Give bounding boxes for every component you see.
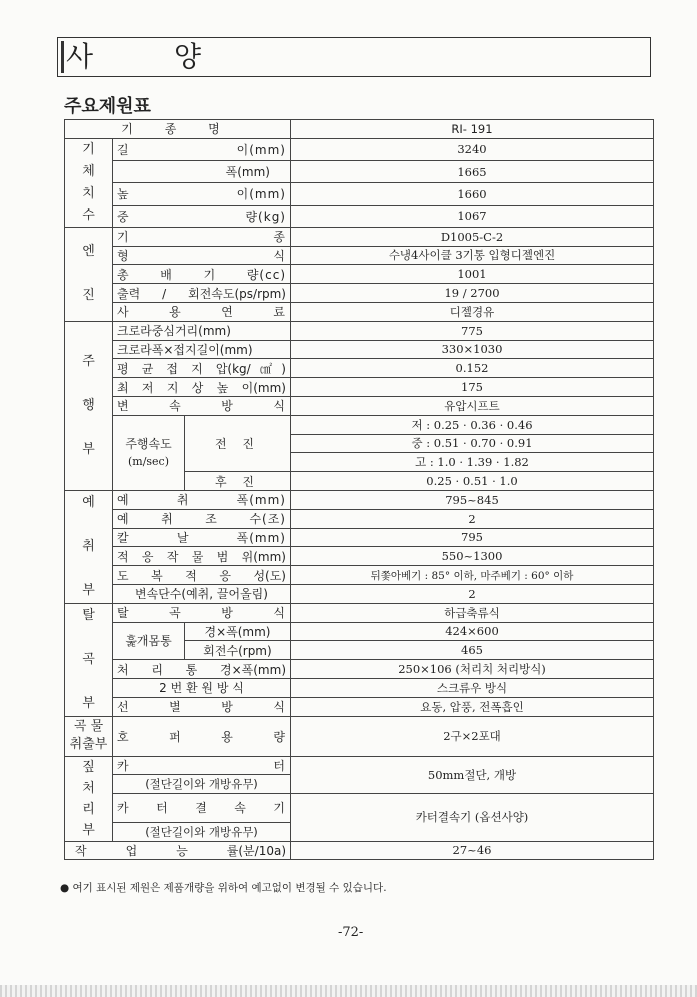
row-value: 하급축류식 — [291, 603, 654, 622]
row-sublabel: (절단길이와 개방유무) — [113, 822, 291, 841]
row-label: 최 저 지 상 높 이(mm) — [113, 378, 291, 397]
row-value: 디젤경유 — [291, 302, 654, 321]
table-row — [65, 284, 654, 303]
row-label: 사 용 연 료 — [113, 302, 291, 321]
row-value: 2 — [291, 509, 654, 528]
page-number: -72- — [338, 925, 364, 940]
row-value: 2 — [291, 584, 654, 603]
row-value: 카터결속기 (옵션사양) — [291, 794, 654, 841]
row-label: 회전수(rpm) — [185, 641, 291, 660]
row-value: 1660 — [291, 183, 654, 205]
table-row — [65, 756, 654, 775]
row-value: 550~1300 — [291, 547, 654, 566]
forward-high: 고 : 1.0 · 1.39 · 1.82 — [291, 453, 654, 472]
drum-label: 훑개몸통 — [113, 622, 185, 660]
section-title-box — [57, 37, 651, 77]
row-label: 기 종 — [113, 227, 291, 246]
row-value: 2구×2포대 — [291, 716, 654, 756]
row-value: 424×600 — [291, 622, 654, 641]
row-label: 적 응 작 물 범 위(mm) — [113, 547, 291, 566]
section-title: 사 양 — [66, 40, 237, 73]
table-row — [65, 528, 654, 547]
table-row — [65, 660, 654, 679]
table-row — [65, 622, 654, 641]
table-row — [65, 265, 654, 284]
model-label: 기 종 명 — [65, 120, 291, 139]
group-threshing: 탈 곡 부 — [65, 603, 113, 716]
row-label: 변 속 방 식 — [113, 396, 291, 415]
table-row — [65, 490, 654, 509]
table-row — [65, 340, 654, 359]
table-row — [65, 161, 654, 183]
group-grain: 곡 물 취출부 — [65, 716, 113, 756]
table-row — [65, 138, 654, 160]
table-row — [65, 603, 654, 622]
table-row — [65, 678, 654, 697]
row-value: 775 — [291, 321, 654, 340]
row-value: 수냉4사이클 3기통 입형디젤엔진 — [291, 246, 654, 265]
row-label: 칼 날 폭(mm) — [113, 528, 291, 547]
row-label: 중 량(kg) — [113, 205, 291, 227]
table-row — [65, 227, 654, 246]
travel-speed-label: 주행속도 — [125, 436, 172, 451]
table-row — [65, 378, 654, 397]
row-label: 선 별 방 식 — [113, 697, 291, 716]
row-value: 465 — [291, 641, 654, 660]
row-value: 1001 — [291, 265, 654, 284]
row-value: 요동, 압풍, 전폭흡인 — [291, 697, 654, 716]
table-row — [65, 584, 654, 603]
group-body: 기 체 치 수 — [65, 138, 113, 227]
row-value: 27~46 — [291, 841, 654, 860]
row-label: 평 균 접 지 압(kg/㎠) — [113, 359, 291, 378]
row-label: 처 리 통 경×폭(mm) — [113, 660, 291, 679]
table-row — [65, 359, 654, 378]
row-value: 795~845 — [291, 490, 654, 509]
row-label: 크로라폭×접지길이(mm) — [113, 340, 291, 359]
table-row — [65, 841, 654, 860]
row-label: 경×폭(mm) — [185, 622, 291, 641]
reverse-label: 후 진 — [185, 472, 291, 491]
table-row — [65, 509, 654, 528]
footnote: ● 여기 표시된 제원은 제품개량을 위하여 예고없이 변경될 수 있습니다. — [60, 882, 387, 894]
row-label: 호 퍼 용 량 — [113, 716, 291, 756]
table-subtitle: 주요제원표 — [64, 96, 151, 117]
travel-speed-unit: (m/sec) — [127, 454, 170, 468]
table-row — [65, 794, 654, 823]
forward-low: 저 : 0.25 · 0.36 · 0.46 — [291, 415, 654, 434]
forward-mid: 중 : 0.51 · 0.70 · 0.91 — [291, 434, 654, 453]
row-label: 예 취 폭(mm) — [113, 490, 291, 509]
row-label: 형 식 — [113, 246, 291, 265]
travel-speed-cell — [113, 415, 185, 490]
row-label: 크로라중심거리(mm) — [113, 321, 291, 340]
table-row — [65, 246, 654, 265]
table-row — [65, 566, 654, 585]
row-value: 1067 — [291, 205, 654, 227]
row-value: 3240 — [291, 138, 654, 160]
group-travel: 주 행 부 — [65, 321, 113, 490]
row-value: 50mm절단, 개방 — [291, 756, 654, 794]
table-row — [65, 120, 654, 139]
row-label: 카 터 — [113, 756, 291, 775]
row-label: 출력 / 회전속도(ps/rpm) — [113, 284, 291, 303]
row-value: 795 — [291, 528, 654, 547]
forward-label: 전 진 — [185, 415, 291, 471]
table-row — [65, 183, 654, 205]
table-row — [65, 547, 654, 566]
table-row — [65, 205, 654, 227]
group-engine: 엔 진 — [65, 227, 113, 321]
group-straw: 짚 처 리 부 — [65, 756, 113, 841]
reverse-value: 0.25 · 0.51 · 1.0 — [291, 472, 654, 491]
row-sublabel: (절단길이와 개방유무) — [113, 775, 291, 794]
title-bar-decoration — [61, 41, 64, 73]
group-reaping: 예 취 부 — [65, 490, 113, 603]
row-label: 작 업 능 률(분/10a) — [65, 841, 291, 860]
row-label: 총 배 기 량(cc) — [113, 265, 291, 284]
row-label: 2 번 환 원 방 식 — [113, 678, 291, 697]
table-row — [65, 321, 654, 340]
row-label: 높 이(mm) — [113, 183, 291, 205]
row-value: 스크류우 방식 — [291, 678, 654, 697]
row-label: 탈 곡 방 식 — [113, 603, 291, 622]
row-value: 0.152 — [291, 359, 654, 378]
model-value: RI- 191 — [291, 120, 654, 139]
row-value: 175 — [291, 378, 654, 397]
row-label: 도 복 적 응 성(도) — [113, 566, 291, 585]
row-value: 유압시프트 — [291, 396, 654, 415]
row-value: 1665 — [291, 161, 654, 183]
row-value: 뒤쫓아베기 : 85° 이하, 마주베기 : 60° 이하 — [291, 566, 654, 585]
table-row — [65, 415, 654, 434]
table-row — [65, 716, 654, 756]
row-label: 폭(mm) — [113, 161, 291, 183]
row-label: 예 취 조 수(조) — [113, 509, 291, 528]
table-row — [65, 697, 654, 716]
table-row — [65, 396, 654, 415]
row-label: 변속단수(예취, 끌어올림) — [113, 584, 291, 603]
row-value: D1005-C-2 — [291, 227, 654, 246]
row-value: 330×1030 — [291, 340, 654, 359]
row-label: 길 이(mm) — [113, 138, 291, 160]
spec-table — [64, 119, 654, 860]
row-label: 카 터 결 속 기 — [113, 794, 291, 823]
scan-edge-decoration — [0, 985, 697, 997]
row-value: 250×106 (처리치 처리방식) — [291, 660, 654, 679]
row-value: 19 / 2700 — [291, 284, 654, 303]
table-row — [65, 302, 654, 321]
